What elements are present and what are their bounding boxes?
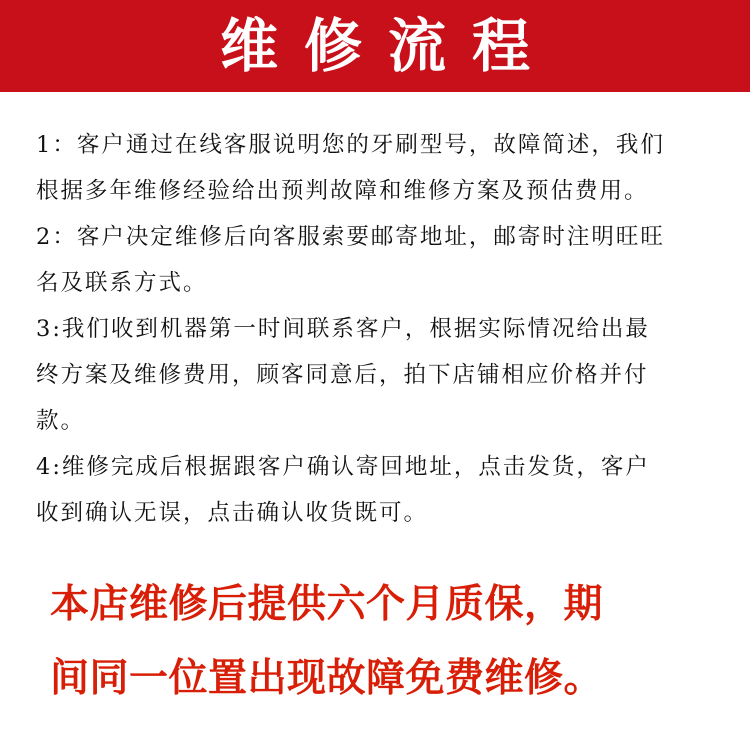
step-3-line-2: 终方案及维修费用，顾客同意后，拍下店铺相应价格并付 <box>36 362 649 388</box>
step-4-line-2: 收到确认无误，点击确认收货既可。 <box>36 500 429 526</box>
step-1 <box>36 122 726 214</box>
step-2-line-2: 名及联系方式。 <box>36 270 208 296</box>
warranty-line-2: 间同一位置出现故障免费维修。 <box>50 656 604 701</box>
page-title: 维修流程 <box>219 12 556 80</box>
step-4 <box>36 444 726 536</box>
warranty-notice <box>50 568 740 716</box>
step-3-line-1: 3:我们收到机器第一时间联系客户，根据实际情况给出最 <box>36 316 650 342</box>
title-banner <box>0 0 750 92</box>
warranty-line-1: 本店维修后提供六个月质保，期 <box>50 582 604 627</box>
step-1-line-1: 1：客户通过在线客服说明您的牙刷型号，故障简述，我们 <box>36 132 665 158</box>
step-2 <box>36 214 726 306</box>
process-steps <box>36 122 726 536</box>
step-2-line-1: 2：客户决定维修后向客服索要邮寄地址，邮寄时注明旺旺 <box>36 224 665 250</box>
step-3 <box>36 306 726 444</box>
step-1-line-2: 根据多年维修经验给出预判故障和维修方案及预估费用。 <box>36 178 649 204</box>
step-3-line-3: 款。 <box>36 408 86 434</box>
step-4-line-1: 4:维修完成后根据跟客户确认寄回地址，点击发货，客户 <box>36 454 650 480</box>
